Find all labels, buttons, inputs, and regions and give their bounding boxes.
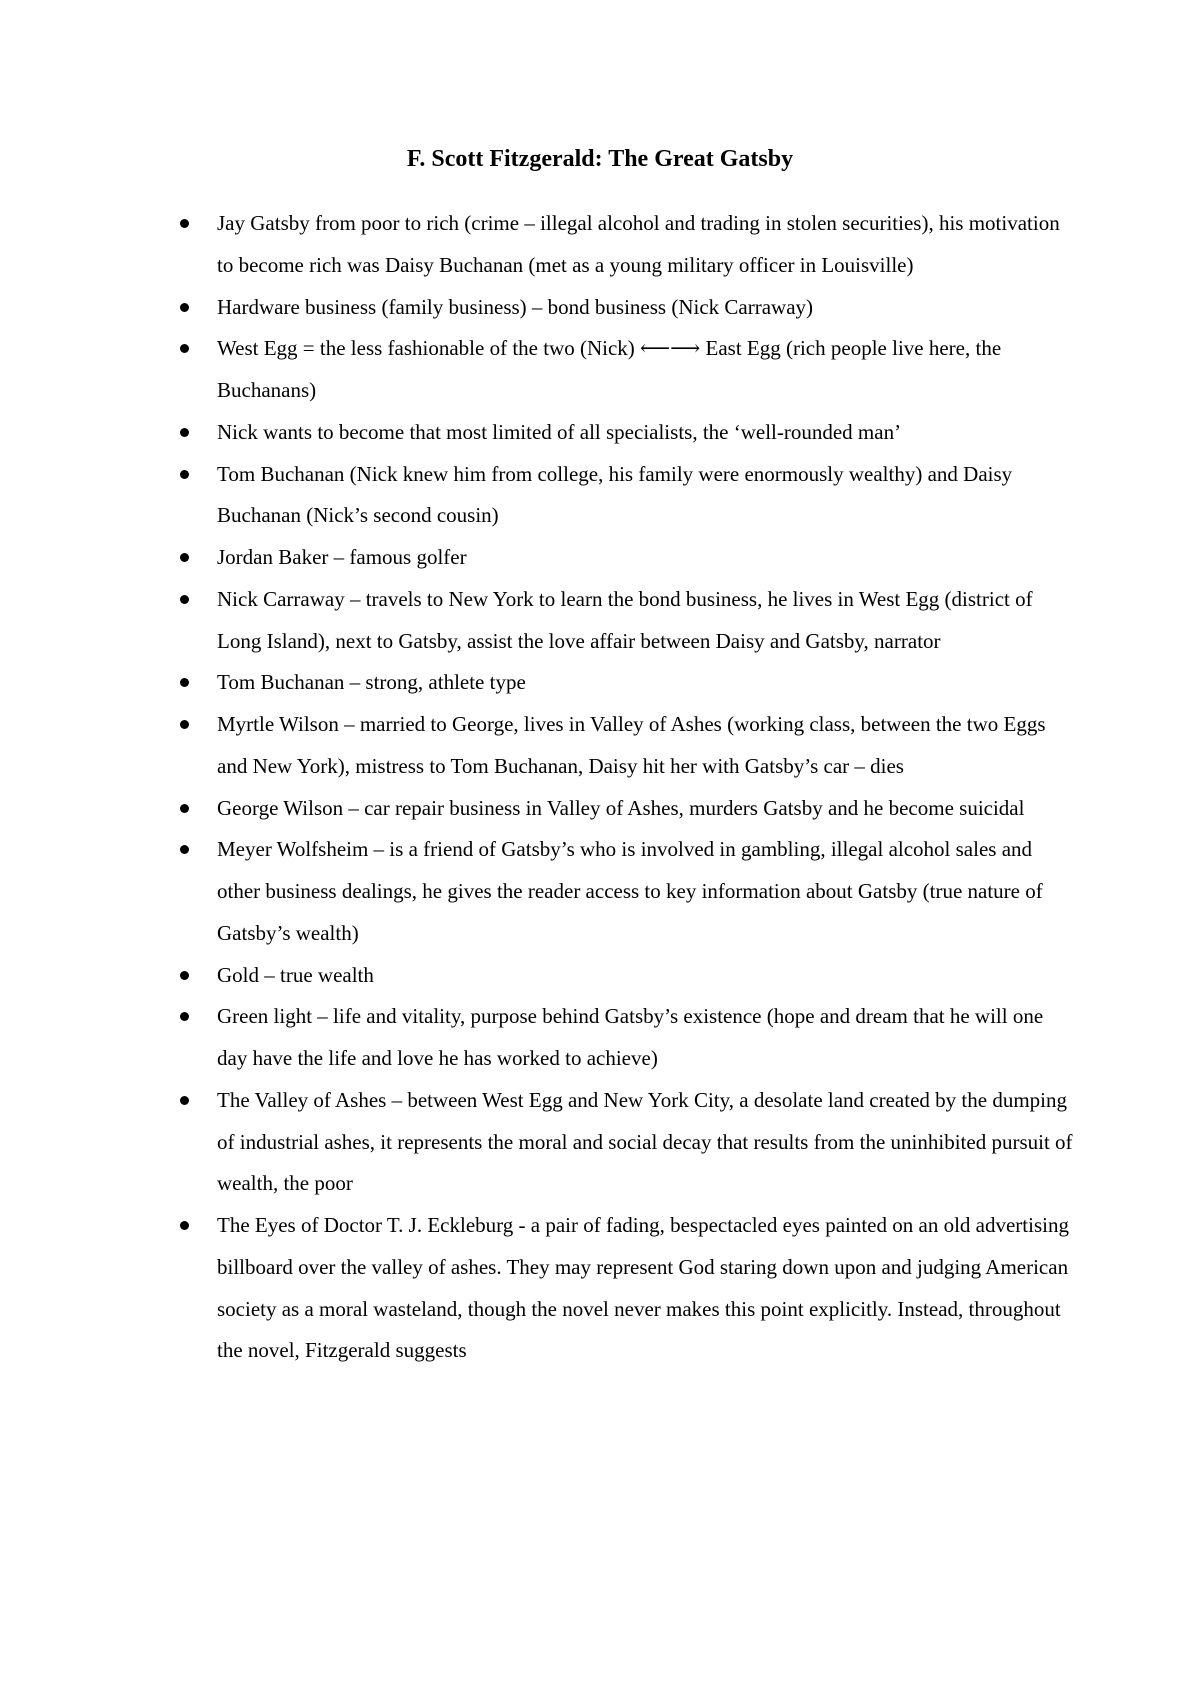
bullet-icon bbox=[180, 553, 189, 562]
list-item bbox=[175, 788, 1075, 830]
list-item bbox=[175, 996, 1075, 1080]
list-item-text: Green light – life and vitality, purpose behind Gatsby’s existence (hope and dream that he will one day have the life and love he has worked to achieve) bbox=[217, 1004, 1044, 1070]
bullet-icon bbox=[180, 971, 189, 980]
bullet-icon bbox=[180, 470, 189, 479]
list-item bbox=[175, 1080, 1075, 1205]
list-item-text: Tom Buchanan (Nick knew him from college, his family were enormously wealthy) and Daisy Buchanan (Nick’s second cousin) bbox=[217, 461, 1013, 528]
list-item-text: The Valley of Ashes – between West Egg and New York City, a desolate land created by the dumping of industrial ashes, it represents the moral and social decay that results from the uninhibited pursuit of wealth, the poor bbox=[217, 1087, 1073, 1196]
bullet-icon bbox=[180, 1012, 189, 1021]
list-item bbox=[175, 1205, 1075, 1372]
bullet-icon bbox=[180, 595, 189, 604]
list-item bbox=[175, 662, 1075, 704]
list-item-text: Myrtle Wilson – married to George, lives in Valley of Ashes (working class, between the two Eggs and New York), mistress to Tom Buchanan, Daisy hit her with Gatsby’s car – dies bbox=[217, 712, 1046, 778]
bullet-icon bbox=[180, 1221, 189, 1230]
list-item bbox=[175, 829, 1075, 954]
list-item-text: Gold – true wealth bbox=[217, 962, 374, 987]
bullet-icon bbox=[180, 344, 189, 353]
list-item-text: Hardware business (family business) – bond business (Nick Carraway) bbox=[217, 294, 814, 319]
bullet-icon bbox=[180, 678, 189, 687]
bullet-icon bbox=[180, 845, 189, 854]
bullet-icon bbox=[180, 1096, 189, 1105]
list-item-text: Nick Carraway – travels to New York to learn the bond business, he lives in West Egg (district of Long Island), next to Gatsby, assist the love affair between Daisy and Gatsby, narrator bbox=[217, 586, 1033, 653]
list-item bbox=[175, 537, 1075, 579]
list-item-text: Meyer Wolfsheim – is a friend of Gatsby’s who is involved in gambling, illegal alcohol sales and other business dealings, he gives the reader access to key information about Gatsby (true nature of Gatsby’s wealth) bbox=[217, 837, 1043, 945]
list-item-text: George Wilson – car repair business in Valley of Ashes, murders Gatsby and he become suicidal bbox=[217, 795, 1025, 820]
bullet-icon bbox=[180, 303, 189, 312]
bullet-icon bbox=[180, 428, 189, 437]
list-item bbox=[175, 955, 1075, 997]
bullet-icon bbox=[180, 219, 189, 228]
list-item-text: Nick wants to become that most limited of all specialists, the ‘well-rounded man’ bbox=[217, 419, 902, 444]
list-item bbox=[175, 287, 1075, 329]
list-item bbox=[175, 328, 1075, 412]
bullet-icon bbox=[180, 720, 189, 729]
list-item bbox=[175, 203, 1075, 287]
list-item bbox=[175, 412, 1075, 454]
list-item-text: Jay Gatsby from poor to rich (crime – illegal alcohol and trading in stolen securities), his motivation to become rich was Daisy Buchanan (met as a young military officer in Louisville) bbox=[217, 211, 1060, 277]
list-item-text: West Egg = the less fashionable of the two (Nick) ⟵⟶ East Egg (rich people live here, the Buchanans) bbox=[217, 336, 1002, 402]
notes-list bbox=[175, 203, 1075, 1372]
page-title: F. Scott Fitzgerald: The Great Gatsby bbox=[406, 146, 794, 172]
list-item-text: Jordan Baker – famous golfer bbox=[217, 545, 467, 569]
list-item bbox=[175, 704, 1075, 788]
list-item bbox=[175, 579, 1075, 663]
list-item-text: The Eyes of Doctor T. J. Eckleburg - a pair of fading, bespectacled eyes painted on an old advertising billboard over the valley of ashes. They may represent God staring down upon and judging American society as a moral wasteland, though the novel never makes this point explicitly. Instead, throughout the novel, Fitzgerald suggests bbox=[217, 1213, 1069, 1363]
list-item bbox=[175, 454, 1075, 538]
list-item-text: Tom Buchanan – strong, athlete type bbox=[217, 670, 526, 695]
bullet-icon bbox=[180, 804, 189, 813]
